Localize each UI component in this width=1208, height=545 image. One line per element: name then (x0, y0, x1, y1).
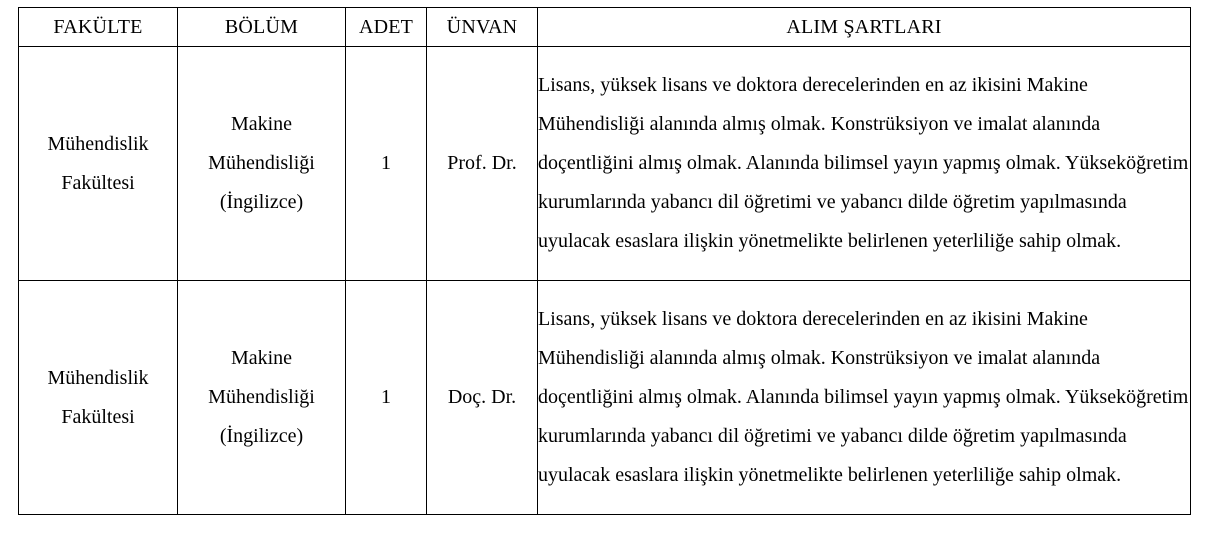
faculty-line: Mühendislik (47, 132, 149, 155)
title-cell: Prof. Dr. (427, 47, 538, 281)
faculty-cell (19, 47, 178, 281)
table-row (19, 281, 1191, 515)
department-line: Makine (230, 113, 293, 135)
faculty-line: Fakültesi (61, 405, 135, 428)
count-cell: 1 (346, 47, 427, 281)
header-title: ÜNVAN (427, 8, 538, 47)
department-line: Mühendisliği (208, 152, 315, 174)
department-cell (178, 281, 346, 515)
header-row (19, 8, 1191, 47)
department-line: Mühendisliği (208, 386, 315, 408)
faculty-cell (19, 281, 178, 515)
header-requirements: ALIM ŞARTLARI (538, 8, 1191, 47)
header-department: BÖLÜM (178, 8, 346, 47)
department-line: (İngilizce) (219, 425, 304, 447)
requirements-cell: Lisans, yüksek lisans ve doktora derecelerinden en az ikisini Makine Mühendisliği alanında almış olmak. Konstrüksiyon ve imalat alanında doçentliğini almış olmak. Alanında bilimsel yayın yapmış olmak. Yükseköğretim kurumlarında yabancı dil öğretimi ve yabancı dilde öğretim yapılmasında uyulacak esaslara ilişkin yönetmelikte belirlenen yeterliliğe sahip olmak. (538, 47, 1191, 281)
faculty-line: Fakültesi (61, 171, 135, 194)
job-posting-table (18, 7, 1191, 515)
department-line: Makine (230, 347, 293, 369)
faculty-line: Mühendislik (47, 366, 149, 389)
department-line: (İngilizce) (219, 191, 304, 213)
title-cell: Doç. Dr. (427, 281, 538, 515)
requirements-cell: Lisans, yüksek lisans ve doktora derecelerinden en az ikisini Makine Mühendisliği alanında almış olmak. Konstrüksiyon ve imalat alanında doçentliğini almış olmak. Alanında bilimsel yayın yapmış olmak. Yükseköğretim kurumlarında yabancı dil öğretimi ve yabancı dilde öğretim yapılmasında uyulacak esaslara ilişkin yönetmelikte belirlenen yeterliliğe sahip olmak. (538, 281, 1191, 515)
table-row (19, 47, 1191, 281)
count-cell: 1 (346, 281, 427, 515)
department-cell (178, 47, 346, 281)
header-count: ADET (346, 8, 427, 47)
header-faculty: FAKÜLTE (19, 8, 178, 47)
